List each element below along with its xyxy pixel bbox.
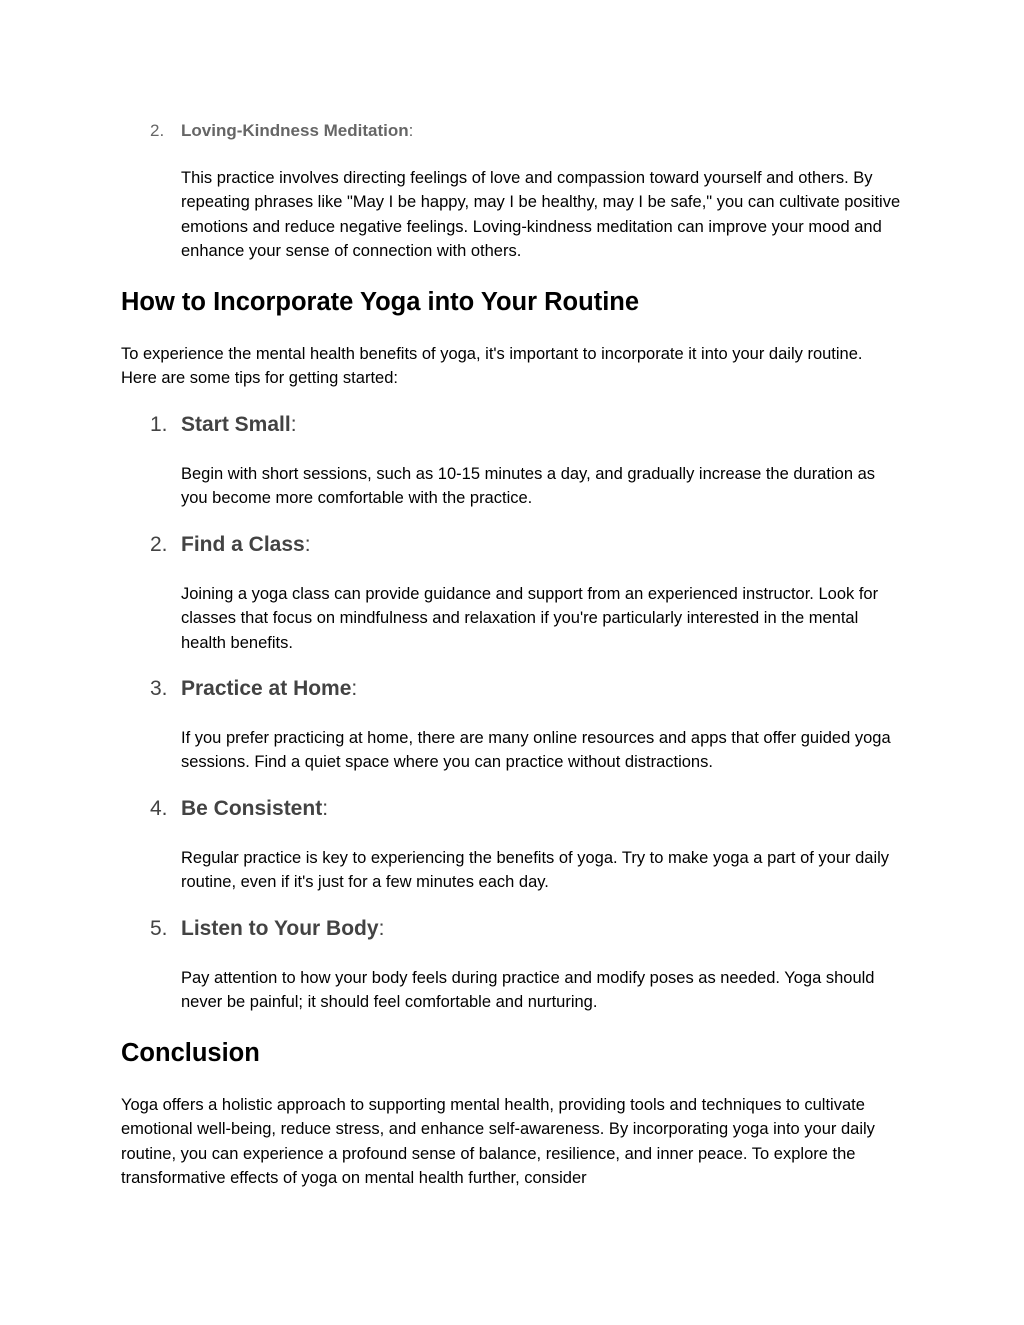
list-item-title <box>181 413 297 437</box>
list-item-title-text: Practice at Home <box>181 677 352 700</box>
routine-intro-paragraph: To experience the mental health benefits of yoga, it's important to incorporate it into your daily routine. Here are some tips for getting started: <box>121 345 863 388</box>
list-item-body: If you prefer practicing at home, there are many online resources and apps that offer guided yoga sessions. Find a quiet space where you can practice without distractions. <box>181 729 891 772</box>
list-item-body: Begin with short sessions, such as 10-15 minutes a day, and gradually increase the duration as you become more comfortable with the practice. <box>181 465 876 508</box>
list-item-number: 3. <box>150 677 168 700</box>
list-item-colon: : <box>351 677 358 700</box>
meditation-paragraph: This practice involves directing feelings of love and compassion toward yourself and others. By repeating phrases like "May I be happy, may I be healthy, may I be safe," you can cultivate positive emotions and reduce negative feelings. Loving-kindness meditation can improve your mood and enhance your sense of connection with others. <box>181 169 901 260</box>
list-item-number: 1. <box>150 413 168 436</box>
list-item-colon: : <box>378 917 385 940</box>
list-item-title <box>181 917 384 941</box>
list-item-title <box>181 677 357 701</box>
list-item-number: 5. <box>150 917 168 940</box>
list-item-colon: : <box>304 533 311 556</box>
list-item-title-text: Be Consistent <box>181 797 323 820</box>
list-item-number: 2. <box>150 533 168 556</box>
list-item-colon: : <box>408 121 414 140</box>
list-item-title-text: Find a Class <box>181 533 305 556</box>
conclusion-paragraph: Yoga offers a holistic approach to supporting mental health, providing tools and techniques to cultivate emotional well-being, reduce stress, and enhance self-awareness. By incorporating yoga into your daily routine, you can experience a profound sense of balance, resilience, and inner peace. To explore the transformative effects of yoga on mental health further, consider <box>121 1096 875 1187</box>
list-item-title-text: Start Small <box>181 413 291 436</box>
list-item-body: Regular practice is key to experiencing the benefits of yoga. Try to make yoga a part of your daily routine, even if it's just for a few minutes each day. <box>181 849 890 892</box>
list-item-colon: : <box>322 797 329 820</box>
list-item-title-text: Listen to Your Body <box>181 917 379 940</box>
list-item-body: Pay attention to how your body feels during practice and modify poses as needed. Yoga should never be painful; it should feel comfortable and nurturing. <box>181 969 875 1012</box>
section-heading-routine: How to Incorporate Yoga into Your Routine <box>121 288 640 316</box>
list-item-number: 2. <box>150 121 165 140</box>
list-item-title <box>181 533 311 557</box>
list-item-title <box>181 121 413 141</box>
section-heading-conclusion: Conclusion <box>121 1039 260 1067</box>
list-item-colon: : <box>290 413 297 436</box>
list-item-body: Joining a yoga class can provide guidance and support from an experienced instructor. Look for classes that focus on mindfulness and relaxation if you're particularly interested in the mental health benefits. <box>181 585 879 652</box>
list-item-title-text: Loving-Kindness Meditation <box>181 121 409 140</box>
list-item-title <box>181 797 328 821</box>
list-item-number: 4. <box>150 797 168 820</box>
